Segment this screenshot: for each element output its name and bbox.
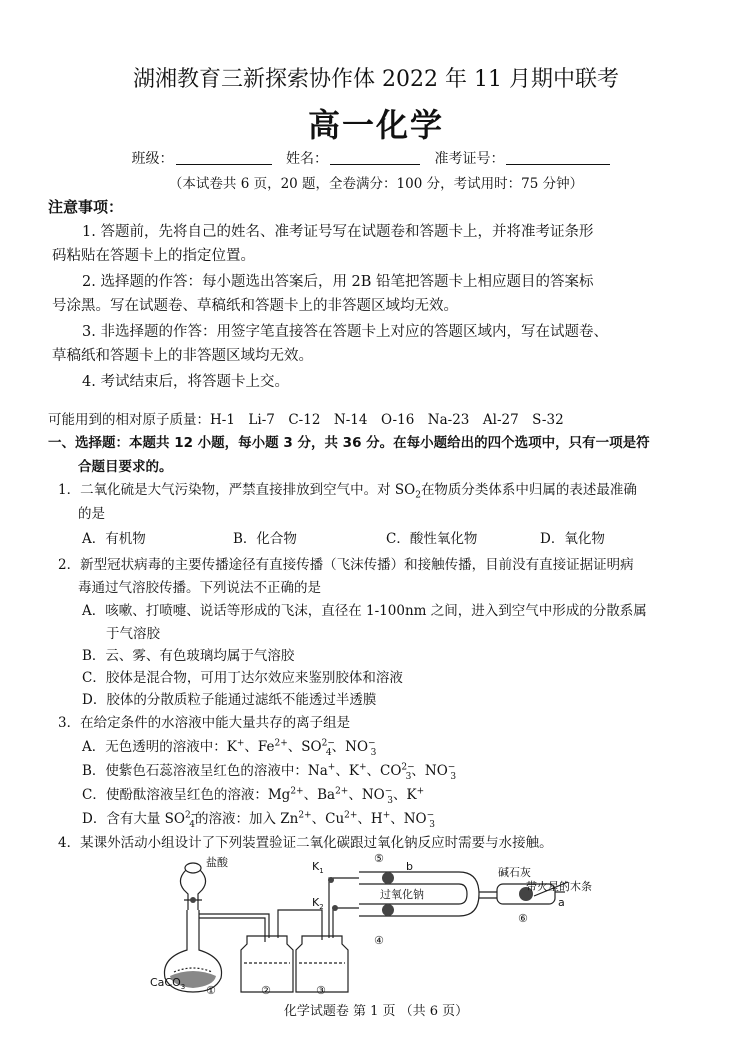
label-k1: $K_1$ — [312, 860, 324, 875]
class-field — [176, 150, 272, 165]
q4-stem: 4．某课外活动小组设计了下列装置验证二氧化碳跟过氧化钠反应时需要与水接触。 — [58, 835, 553, 851]
q3-stem: 3．在给定条件的水溶液中能大量共存的离子组是 — [58, 715, 351, 731]
q1-option-a: A．有机物 — [82, 531, 146, 547]
label-n3: ③ — [316, 984, 326, 996]
q1-option-c: C．酸性氧化物 — [386, 531, 478, 547]
q1-stem-line-1: 1．二氧化硫是大气污染物，严禁直接排放到空气中。对 $SO_2$在物质分类体系中归属的表述最准确 — [58, 482, 637, 501]
notice-item-1-line-2: 码粘贴在答题卡上的指定位置。 — [52, 248, 255, 264]
name-label: 姓名： — [286, 151, 328, 167]
q2-option-c: C．胶体是混合物，可用丁达尔效应来鉴别胶体和溶液 — [82, 670, 403, 686]
q2-option-a-line-2: 于气溶胶 — [106, 626, 160, 642]
label-hcl: 盐酸 — [206, 856, 228, 869]
page-footer: 化学试题卷 第 1 页 （共 6 页） — [283, 1004, 469, 1019]
label-n2: ② — [261, 984, 271, 996]
funnel-body — [180, 870, 188, 910]
student-info-line — [0, 148, 752, 168]
q3-option-d: D．含有大量 $SO^{2-}_4$的溶液：加入 $Zn^{2+}$、$Cu^{2+}$、H+、$NO^-_3$ — [82, 810, 435, 830]
exam-no-label: 准考证号： — [434, 151, 505, 167]
exam-no-field — [506, 150, 610, 165]
notice-item-4: 4. 考试结束后，将答题卡上交。 — [82, 374, 289, 390]
label-n1: ① — [206, 984, 216, 996]
q2-stem-line-2: 毒通过气溶胶传播。下列说法不正确的是 — [78, 580, 321, 596]
q2-option-d: D．胶体的分散质粒子能通过滤纸不能透过半透膜 — [82, 692, 377, 708]
section-1-line-1: 一、选择题：本题共 12 小题，每小题 3 分，共 36 分。在每小题给出的四个选项中，只有一项是符 — [48, 435, 650, 451]
q1-option-d: D．氧化物 — [540, 531, 605, 547]
q2-option-b: B．云、雾、有色玻璃均属于气溶胶 — [82, 648, 295, 664]
label-b: b — [406, 860, 413, 873]
label-a: a — [558, 896, 565, 909]
notice-heading: 注意事项： — [48, 198, 124, 216]
notice-item-2-line-2: 号涂黑。写在试题卷、草稿纸和答题卡上的非答题区域均无效。 — [52, 298, 458, 314]
q3-option-a: A．无色透明的溶液中：K+、$Fe^{2+}$、$SO^{2-}_4$、$NO^-_3$ — [82, 738, 377, 758]
q3-option-b: B．使紫色石蕊溶液呈红色的溶液中：Na+、K+、$CO^{2-}_3$、$NO^-_3$ — [82, 762, 457, 782]
q2-stem-line-1: 2．新型冠状病毒的主要传播途径有直接传播（飞沫传播）和接触传播，目前没有直接证据证明病 — [58, 557, 634, 573]
label-soda-lime: 碱石灰 — [498, 866, 531, 879]
subject-title: 高一化学 — [307, 106, 444, 144]
q2-option-a-line-1: A．咳嗽、打喷嚏、说话等形成的飞沫，直径在 1-100nm 之间，进入到空气中形成的分散系属 — [82, 603, 647, 619]
notice-item-2-line-1: 2. 选择题的作答：每小题选出答案后，用 2B 铅笔把答题卡上相应题目的答案标 — [82, 274, 594, 290]
q1-option-b: B．化合物 — [233, 531, 297, 547]
stopcock — [190, 897, 196, 903]
exam-title: 湖湘教育三新探索协作体 2022 年 11 月期中联考 — [133, 67, 619, 92]
label-k2: $K_2$ — [312, 896, 324, 911]
q1-stem-line-2: 的是 — [78, 506, 105, 522]
notice-item-3-line-1: 3. 非选择题的作答：用签字笔直接答在答题卡上对应的答题区域内，写在试题卷、 — [82, 324, 608, 340]
notice-item-1-line-1: 1. 答题前，先将自己的姓名、准考证号写在试题卷和答题卡上，并将准考证条形 — [82, 224, 594, 240]
class-label: 班级： — [131, 151, 174, 167]
label-na2o2: 过氧化钠 — [380, 888, 424, 901]
section-1-line-2: 合题目要求的。 — [78, 459, 173, 475]
name-field — [330, 150, 420, 165]
label-splint: 带火星的木条 — [526, 880, 592, 893]
atomic-masses: 可能用到的相对原子质量：H-1 Li-7 C-12 N-14 O-16 Na-23 Al-27 S-32 — [48, 412, 564, 428]
label-caco3: CaCO$_3$ — [150, 976, 186, 991]
notice-item-3-line-2: 草稿纸和答题卡上的非答题区域均无效。 — [52, 348, 313, 364]
exam-note: （本试卷共 6 页，20 题，全卷满分：100 分，考试用时：75 分钟） — [168, 176, 584, 192]
q3-option-c: C．使酚酞溶液呈红色的溶液：$Mg^{2+}$、$Ba^{2+}$、$NO^-_3$、K+ — [82, 786, 425, 806]
label-n5: ⑤ — [374, 852, 384, 865]
apparatus-diagram — [148, 848, 618, 996]
label-n6: ⑥ — [518, 912, 528, 925]
label-n4: ④ — [374, 934, 384, 947]
